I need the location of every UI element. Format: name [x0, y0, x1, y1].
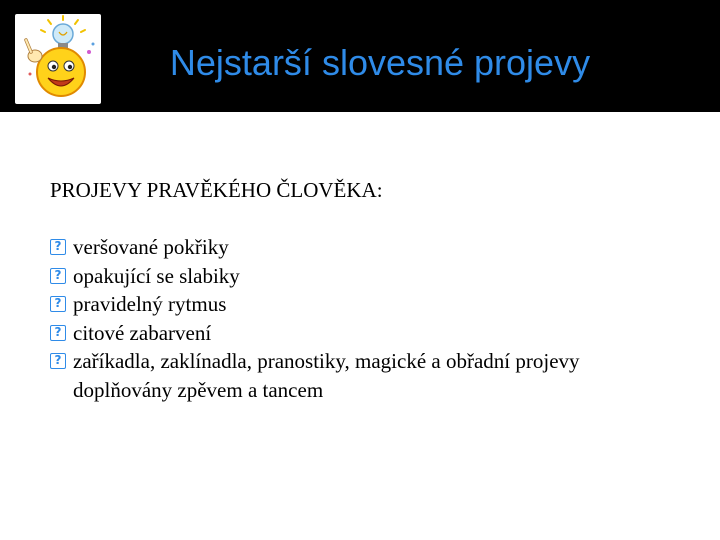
section-subheading: PROJEVY PRAVĚKÉHO ČLOVĚKA: — [50, 178, 383, 202]
header-bar — [0, 0, 720, 112]
bullet-text: citové zabarvení — [73, 320, 212, 345]
bullet-list — [50, 233, 670, 404]
idea-smiley-logo-icon — [15, 14, 101, 104]
bullet-text: pravidelný rytmus — [73, 292, 227, 316]
bullet-marker-icon: ? — [50, 353, 66, 369]
list-item — [50, 233, 670, 262]
bullet-marker-icon: ? — [50, 239, 66, 255]
bullet-text: zaříkadla, zaklínadla, pranostiky, magické a obřadní projevy doplňovány zpěvem a tancem — [73, 349, 580, 402]
list-item — [50, 262, 670, 291]
list-item — [50, 347, 670, 404]
list-item — [50, 319, 670, 348]
bullet-text: opakující se slabiky — [73, 263, 240, 288]
bullet-text: veršované pokřiky — [73, 235, 229, 259]
bullet-marker-icon: ? — [50, 325, 66, 341]
slide-title: Nejstarší slovesné projevy — [169, 42, 591, 83]
bullet-marker-icon: ? — [50, 296, 66, 312]
bullet-marker-icon: ? — [50, 268, 66, 284]
list-item — [50, 290, 670, 319]
